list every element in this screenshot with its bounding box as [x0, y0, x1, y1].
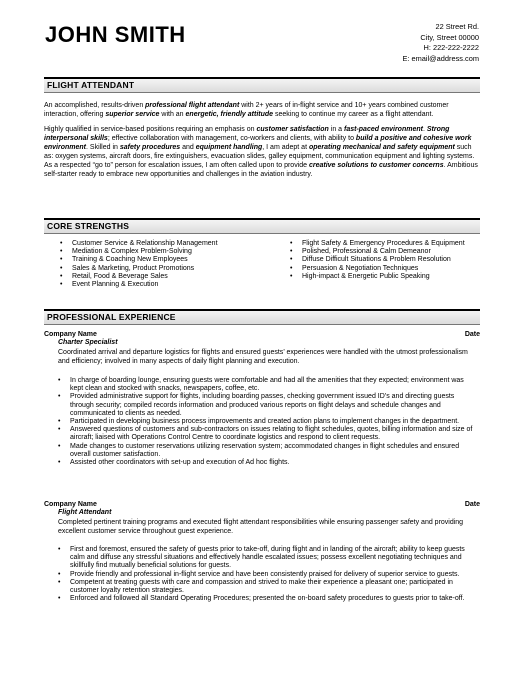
- body-text: An accomplished, results-driven: [44, 102, 146, 109]
- strength-item: • Polished, Professional & Calm Demeanor: [288, 248, 478, 256]
- strengths-left-column: [58, 240, 278, 289]
- strength-item: • Diffuse Difficult Situations & Problem Resolution: [288, 256, 478, 264]
- body-text: with 2+ years of in-flight service and 10+ years combined customer interaction, offering: [44, 102, 449, 118]
- body-text: .: [422, 126, 427, 133]
- contact-email: E: email@address.com: [402, 53, 479, 63]
- emphasis-text: professional flight attendant: [145, 102, 240, 109]
- strength-item: • Customer Service & Relationship Management: [58, 240, 278, 248]
- strength-item: • High-impact & Energetic Public Speaking: [288, 273, 478, 281]
- body-text: ; effective collaboration with management, co-workers and clients, with ability to: [107, 135, 356, 142]
- summary-paragraph-1: [44, 101, 480, 119]
- body-text: and: [180, 144, 196, 151]
- job-summary: Completed pertinent training programs and executed flight attendant responsibilities while ensuring passenger safety and providing excellent customer service throughout guest experience.: [58, 519, 464, 535]
- emphasis-text: energetic, friendly attitude: [185, 111, 274, 118]
- job-bullets: [58, 377, 478, 467]
- emphasis-text: build a positive and cohesive work environment: [44, 135, 472, 151]
- job-title: Flight Attendant: [58, 509, 112, 516]
- job-title: Charter Specialist: [58, 339, 118, 346]
- section-heading-core-strengths: [44, 218, 480, 234]
- job-summary: Coordinated arrival and departure logistics for flights and ensured guests’ experiences were handled with the utmost professionalism and efficiency; involved in many aspects of daily flight planning and execution.: [58, 349, 468, 365]
- emphasis-text: Strong interpersonal skills: [44, 126, 450, 142]
- body-text: . Skilled in: [86, 144, 120, 151]
- strength-item: • Retail, Food & Beverage Sales: [58, 273, 278, 281]
- job-bullet-item: • In charge of boarding lounge, ensuring guests were comfortable and had all the amenities that they expected; environment was kept clean and stocked with snacks, newspapers, coffee, etc.: [58, 377, 478, 393]
- contact-phone: H: 222-222-2222: [423, 43, 479, 52]
- job-bullet-item: • Provided administrative support for flights, including boarding passes, checking government issued ID’s and directing guests through security; compiled records information and produced various reports on flight delays and schedule changes and communicated to clients as needed.: [58, 393, 478, 418]
- job-company: Company Name: [44, 331, 97, 338]
- strength-item: • Mediation & Complex Problem-Solving: [58, 248, 278, 256]
- body-text: seeking to continue my career as a flight attendant.: [273, 111, 434, 118]
- job-date: Date: [464, 501, 480, 508]
- candidate-name: JOHN SMITH: [45, 22, 186, 47]
- core-strengths-section: [44, 218, 480, 234]
- job-header: [44, 501, 480, 509]
- job-bullet-item: • Made changes to customer reservations utilizing reservation system; accommodated changes in flight schedules and ensured overall customer satisfaction.: [58, 443, 478, 459]
- contact-address: 22 Street Rd.: [435, 22, 479, 31]
- strength-item: • Flight Safety & Emergency Procedures & Equipment: [288, 240, 478, 248]
- job-bullet-item: • Assisted other coordinators with set-up and execution of Ad hoc flights.: [58, 459, 478, 467]
- emphasis-text: superior service: [105, 111, 160, 118]
- body-text: , I am adept at: [262, 144, 309, 151]
- job-bullet-item: • Enforced and followed all Standard Operating Procedures; presented the on-board safety procedures to guests prior to take-off.: [58, 595, 478, 603]
- contact-block: [402, 22, 479, 64]
- strength-item: • Training & Coaching New Employees: [58, 256, 278, 264]
- emphasis-text: operating mechanical and safety equipment: [308, 144, 455, 151]
- job-header: [44, 331, 480, 339]
- emphasis-text: creative solutions to customer concerns: [308, 162, 444, 169]
- job-bullet-item: • Answered questions of customers and sub-contractors on issues relating to flight schedules, quotes, billing information and size of aircraft; liaised with Operations Control Centre to coordinate logistics and respond to client requests.: [58, 426, 478, 442]
- job-bullet-item: • Provide friendly and professional in-flight service and have been consistently praised for delivery of superior service to guests.: [58, 571, 478, 579]
- emphasis-text: equipment handling: [195, 144, 263, 151]
- body-text: Highly qualified in service-based positions requiring an emphasis on: [44, 126, 257, 133]
- title-section: [44, 77, 480, 179]
- strength-item: • Event Planning & Execution: [58, 281, 278, 289]
- job-company: Company Name: [44, 501, 97, 508]
- contact-city: City, Street 00000: [420, 32, 479, 42]
- section-heading-text: CORE STRENGTHS: [47, 221, 130, 231]
- job-bullet-item: • Competent at treating guests with care and compassion and strived to make their experience a pleasant one; participated in customer loyalty retention strategies.: [58, 579, 478, 595]
- summary-paragraph-2: [44, 125, 480, 179]
- body-text: with an: [159, 111, 186, 118]
- body-text: . Ambitious self-starter ready to embrace new opportunities and challenges in the aviation industry.: [44, 162, 478, 178]
- strengths-right-column: [288, 240, 478, 281]
- job-bullets: [58, 546, 478, 603]
- section-heading-text: FLIGHT ATTENDANT: [47, 80, 135, 90]
- emphasis-text: safety procedures: [119, 144, 181, 151]
- section-heading-experience: [44, 309, 480, 325]
- emphasis-text: customer satisfaction: [256, 126, 329, 133]
- strength-item: • Persuasion & Negotiation Techniques: [288, 265, 478, 273]
- job-bullet-item: • First and foremost, ensured the safety of guests prior to take-off, during flight and in landing of the aircraft; ability to keep guests calm and diffuse any stressful situations and effectively handle escalated issues; possess excellent negotiating techniques and skillfully find mutually beneficial solutions for guests.: [58, 546, 478, 571]
- body-text: in a: [328, 126, 344, 133]
- experience-section: [44, 309, 480, 325]
- emphasis-text: fast-paced environment: [344, 126, 423, 133]
- body-text: such as: oxygen systems, aircraft doors, fire extinguishers, evacuation slides, galley equipment, communication equipment and lighting systems. As a respected “go to” person for escalation issues, I am often called upon to provide: [44, 144, 475, 169]
- job-bullet-item: • Participated in developing business process improvements and created action plans to implement changes in the department.: [58, 418, 478, 426]
- section-heading-title: [44, 77, 480, 93]
- job-date: Date: [464, 331, 480, 338]
- strength-item: • Sales & Marketing, Product Promotions: [58, 265, 278, 273]
- section-heading-text: PROFESSIONAL EXPERIENCE: [47, 312, 176, 322]
